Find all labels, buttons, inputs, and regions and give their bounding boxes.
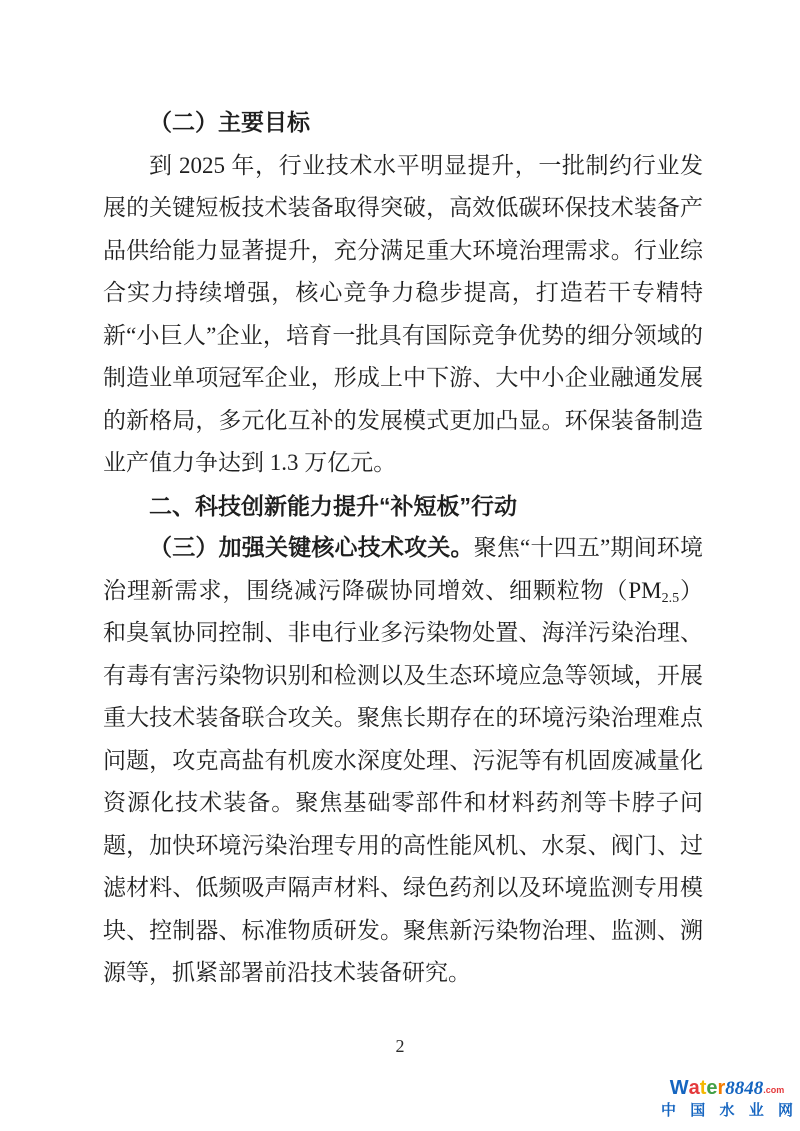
logo-subtitle-china-water-net: 中 国 水 业 网	[661, 1102, 793, 1119]
water8848-watermark	[659, 1078, 795, 1118]
logo-number-8848: 8848	[725, 1078, 764, 1099]
section-heading-tech-innovation-action: 二、科技创新能力提升“补短板”行动	[149, 492, 517, 519]
page-number: 2	[395, 1036, 405, 1056]
logo-tld-com: .com	[763, 1085, 785, 1095]
section-heading-main-goals: （二）主要目标	[149, 110, 310, 135]
water8848-logo-wordmark	[659, 1078, 795, 1098]
document-body	[103, 102, 703, 995]
water-wordmark-letters: Water	[669, 1077, 726, 1099]
paragraph-key-core-technology: （三）加强关键核心技术攻关。聚焦“十四五”期间环境治理新需求，围绕减污降碳协同增效、细颗粒物$(PM_{2.5})$和臭氧协同控制、非电行业多污染物处置、海洋污染治理、有毒有害污染物识别和检测以及生态环境应急等领域，开展重大技术装备联合攻关。聚焦长期存在的环境污染治理难点问题，攻克高盐有机废水深度处理、污泥等有机固废减量化资源化技术装备。聚焦基础零部件和材料药剂等卡脖子问题，加快环境污染治理专用的高性能风机、水泵、阀门、过滤材料、低频吸声隔声材料、绿色药剂以及环境监测专用模块、控制器、标准物质研发。聚焦新污染物治理、监测、溯源等，抓紧部署前沿技术装备研究。	[103, 535, 704, 985]
paragraph-main-goals: 到 2025 年，行业技术水平明显提升，一批制约行业发展的关键短板技术装备取得突破，高效低碳环保技术装备产品供给能力显著提升，充分满足重大环境治理需求。行业综合实力持续增强，核心竞争力稳步提高，打造若干专精特新“小巨人”企业，培育一批具有国际竞争优势的细分领域的制造业单项冠军企业，形成上中下游、大中小企业融通发展的新格局，多元化互补的发展模式更加凸显。环保装备制造业产值力争达到 1.3 万亿元。	[103, 152, 703, 475]
